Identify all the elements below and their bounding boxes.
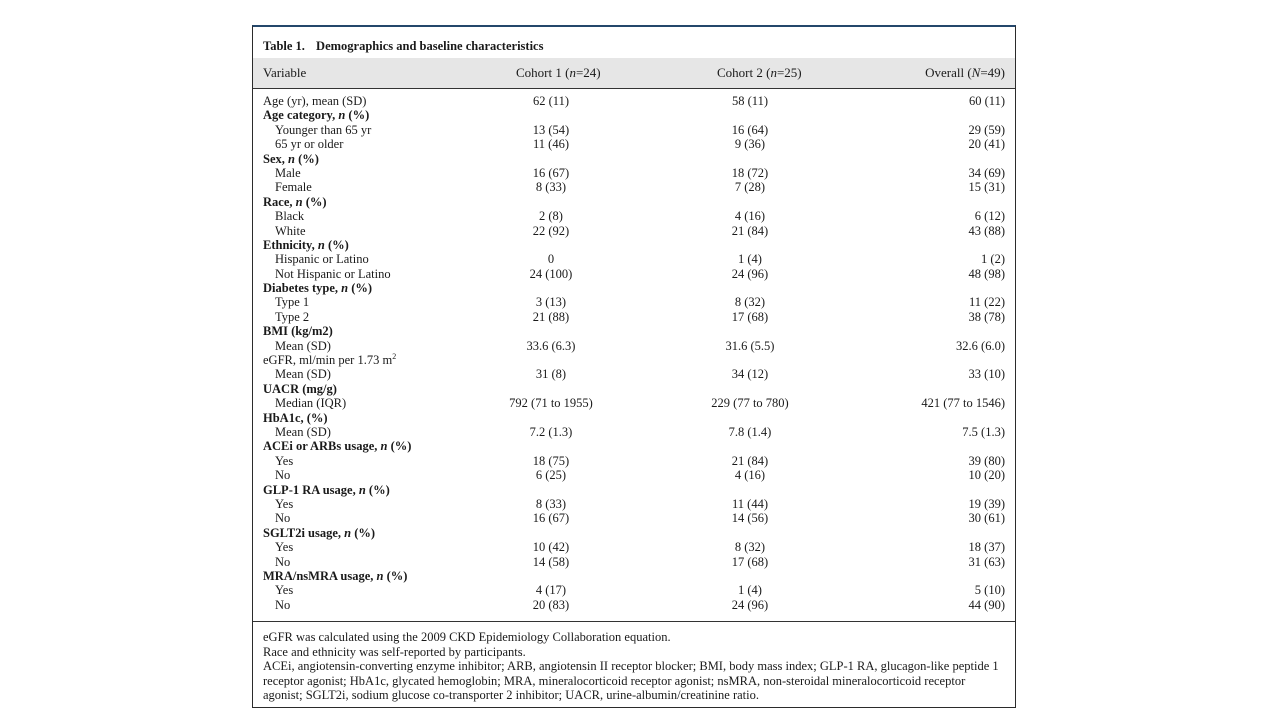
- row-label: SGLT2i usage, n (%): [263, 525, 376, 540]
- row-label: White: [275, 223, 306, 238]
- row-label: Hispanic or Latino: [275, 252, 369, 267]
- row-label: Median (IQR): [275, 396, 347, 411]
- row-label: Type 2: [275, 309, 310, 324]
- category-row: [253, 152, 1015, 166]
- cell-c3: 44 (90): [968, 597, 1005, 612]
- category-row: [253, 526, 1015, 540]
- table-row: Younger than 65 yr 13 (54) 16 (64) 29 (59): [275, 122, 1005, 137]
- table-row: Mean (SD) 31 (8) 34 (12) 33 (10): [275, 367, 1005, 382]
- table-row: White 22 (92) 21 (84) 43 (88): [275, 223, 1005, 238]
- row-label: Younger than 65 yr: [275, 122, 372, 137]
- table-row: Yes 8 (33) 11 (44) 19 (39): [275, 496, 1005, 511]
- cell-c3: 32.6 (6.0): [956, 338, 1005, 353]
- row-label: Mean (SD): [275, 424, 331, 439]
- row-label: No: [275, 554, 291, 569]
- table-row: Type 2 21 (88) 17 (68) 38 (78): [275, 309, 1005, 324]
- table-row: No 20 (83) 24 (96) 44 (90): [275, 597, 1005, 612]
- row-label: Yes: [275, 583, 294, 598]
- row-label: Race, n (%): [263, 194, 327, 209]
- table-row: No 14 (58) 17 (68) 31 (63): [275, 554, 1005, 569]
- row-label: Yes: [275, 540, 294, 555]
- category-row: [253, 439, 1015, 453]
- table-row: Black 2 (8) 4 (16) 6 (12): [275, 209, 1005, 224]
- cell-c3: 60 (11): [969, 94, 1005, 108]
- table-row: Age (yr), mean (SD) 62 (11) 58 (11) 60 (11): [263, 94, 1005, 108]
- row-label: BMI (kg/m2): [263, 324, 333, 339]
- row-label: Not Hispanic or Latino: [275, 266, 391, 281]
- cell-c3: 39 (80): [968, 453, 1005, 468]
- table-row: Hispanic or Latino 0 1 (4) 1 (2): [275, 252, 1005, 267]
- row-label: GLP-1 RA usage, n (%): [263, 482, 390, 497]
- row-label: ACEi or ARBs usage, n (%): [263, 439, 412, 454]
- table-caption: [263, 39, 543, 54]
- cell-c3: 421 (77 to 1546): [921, 396, 1005, 411]
- row-label: Type 1: [275, 295, 310, 310]
- category-row: [253, 195, 1015, 209]
- cell-c3: 43 (88): [968, 223, 1005, 238]
- category-row: [253, 483, 1015, 497]
- row-label: Black: [275, 209, 305, 224]
- row-label: Diabetes type, n (%): [263, 281, 373, 296]
- table-row: Yes 10 (42) 8 (32) 18 (37): [275, 540, 1005, 555]
- table-row: [253, 353, 1015, 367]
- cell-c3: 15 (31): [968, 180, 1005, 195]
- row-label: Age category, n (%): [263, 108, 370, 123]
- cell-c3: 18 (37): [968, 540, 1005, 555]
- category-row: [253, 569, 1015, 583]
- cell-c3: 7.5 (1.3): [962, 424, 1005, 439]
- table-row: Mean (SD) 33.6 (6.3) 31.6 (5.5) 32.6 (6.0): [275, 338, 1005, 353]
- table-row: Yes 18 (75) 21 (84) 39 (80): [275, 453, 1005, 468]
- table-header-row: [253, 58, 1015, 89]
- cell-c3: 48 (98): [968, 266, 1005, 281]
- header-variable: Variable: [263, 65, 307, 80]
- table-row: Median (IQR) 792 (71 to 1955) 229 (77 to 780) 421 (77 to 1546): [275, 396, 1005, 411]
- cell-c3: 33 (10): [968, 367, 1005, 382]
- row-label: No: [275, 597, 291, 612]
- cell-c3: 34 (69): [968, 165, 1005, 180]
- footnote: Race and ethnicity was self-reported by participants.: [263, 644, 526, 659]
- row-label: eGFR, ml/min per 1.73 $m^2$: [263, 351, 397, 368]
- category-row: [253, 324, 1015, 338]
- table-body: [253, 94, 1015, 612]
- category-row: [253, 238, 1015, 252]
- row-label: UACR (mg/g): [263, 381, 337, 396]
- row-label: No: [275, 511, 291, 526]
- table-row: No 6 (25) 4 (16) 10 (20): [275, 468, 1005, 483]
- category-row: [253, 411, 1015, 425]
- cell-c3: 29 (59): [968, 122, 1005, 137]
- category-row: [253, 382, 1015, 396]
- category-row: [253, 108, 1015, 122]
- cell-c3: 30 (61): [968, 511, 1005, 526]
- demographics-table: [252, 25, 1016, 708]
- row-label: Yes: [275, 496, 294, 511]
- table-title: Demographics and baseline characteristics: [316, 39, 544, 53]
- row-label: Sex, n (%): [263, 151, 319, 166]
- table-row: Male 16 (67) 18 (72) 34 (69): [275, 165, 1005, 180]
- table-footnotes: [263, 630, 1007, 703]
- cell-c3: 31 (63): [968, 554, 1005, 569]
- table-label: Table 1.: [263, 39, 305, 53]
- footnote: ACEi, angiotensin-converting enzyme inhibitor; ARB, angiotensin II receptor blocker; BMI, body mass index; GLP-1 RA, glucagon-like peptide 1 receptor agonist; HbA1c, glycated hemoglobin; MRA, mineralocorticoid receptor agonist; nsMRA, non-steroidal mineralocorticoid receptor agonist; SGLT2i, sodium glucose co-transporter 2 inhibitor; UACR, urine-albumin/creatinine ratio.: [263, 659, 999, 702]
- row-label: Age (yr), mean (SD): [263, 94, 367, 108]
- cell-c3: 11 (22): [969, 295, 1005, 310]
- header-overall: Overall (N=49): [925, 65, 1005, 80]
- row-label: Female: [275, 180, 312, 195]
- cell-c3: 10 (20): [968, 468, 1005, 483]
- cell-c3: 5 (10): [974, 583, 1005, 598]
- row-label: Male: [275, 165, 301, 180]
- row-label: Ethnicity, n (%): [263, 237, 349, 252]
- row-label: No: [275, 468, 291, 483]
- row-label: Mean (SD): [275, 338, 331, 353]
- table-row: Female 8 (33) 7 (28) 15 (31): [275, 180, 1005, 195]
- footnote: eGFR was calculated using the 2009 CKD Epidemiology Collaboration equation.: [263, 630, 671, 644]
- row-label: HbA1c, (%): [263, 410, 328, 425]
- cell-c3: 38 (78): [968, 309, 1005, 324]
- table-row: Mean (SD) 7.2 (1.3) 7.8 (1.4) 7.5 (1.3): [275, 424, 1005, 439]
- category-row: [253, 281, 1015, 295]
- header-cohort-1: Cohort 1 (n=24): [516, 65, 601, 80]
- table-row: 65 yr or older 11 (46) 9 (36) 20 (41): [275, 137, 1005, 152]
- cell-c3: 6 (12): [974, 209, 1005, 224]
- row-label: Yes: [275, 453, 294, 468]
- table-row: Type 1 3 (13) 8 (32) 11 (22): [275, 295, 1005, 310]
- row-label: Mean (SD): [275, 367, 331, 382]
- table-row: Not Hispanic or Latino 24 (100) 24 (96) 48 (98): [275, 266, 1005, 281]
- cell-c3: 20 (41): [968, 137, 1005, 152]
- cell-c3: 19 (39): [968, 496, 1005, 511]
- header-cohort-2: Cohort 2 (n=25): [717, 65, 802, 80]
- table-row: No 16 (67) 14 (56) 30 (61): [275, 511, 1005, 526]
- table-row: Yes 4 (17) 1 (4) 5 (10): [275, 583, 1005, 598]
- row-label: 65 yr or older: [275, 137, 344, 152]
- notes-divider: [253, 621, 1015, 622]
- row-label: MRA/nsMRA usage, n (%): [263, 568, 408, 583]
- cell-c3: 1 (2): [981, 252, 1005, 267]
